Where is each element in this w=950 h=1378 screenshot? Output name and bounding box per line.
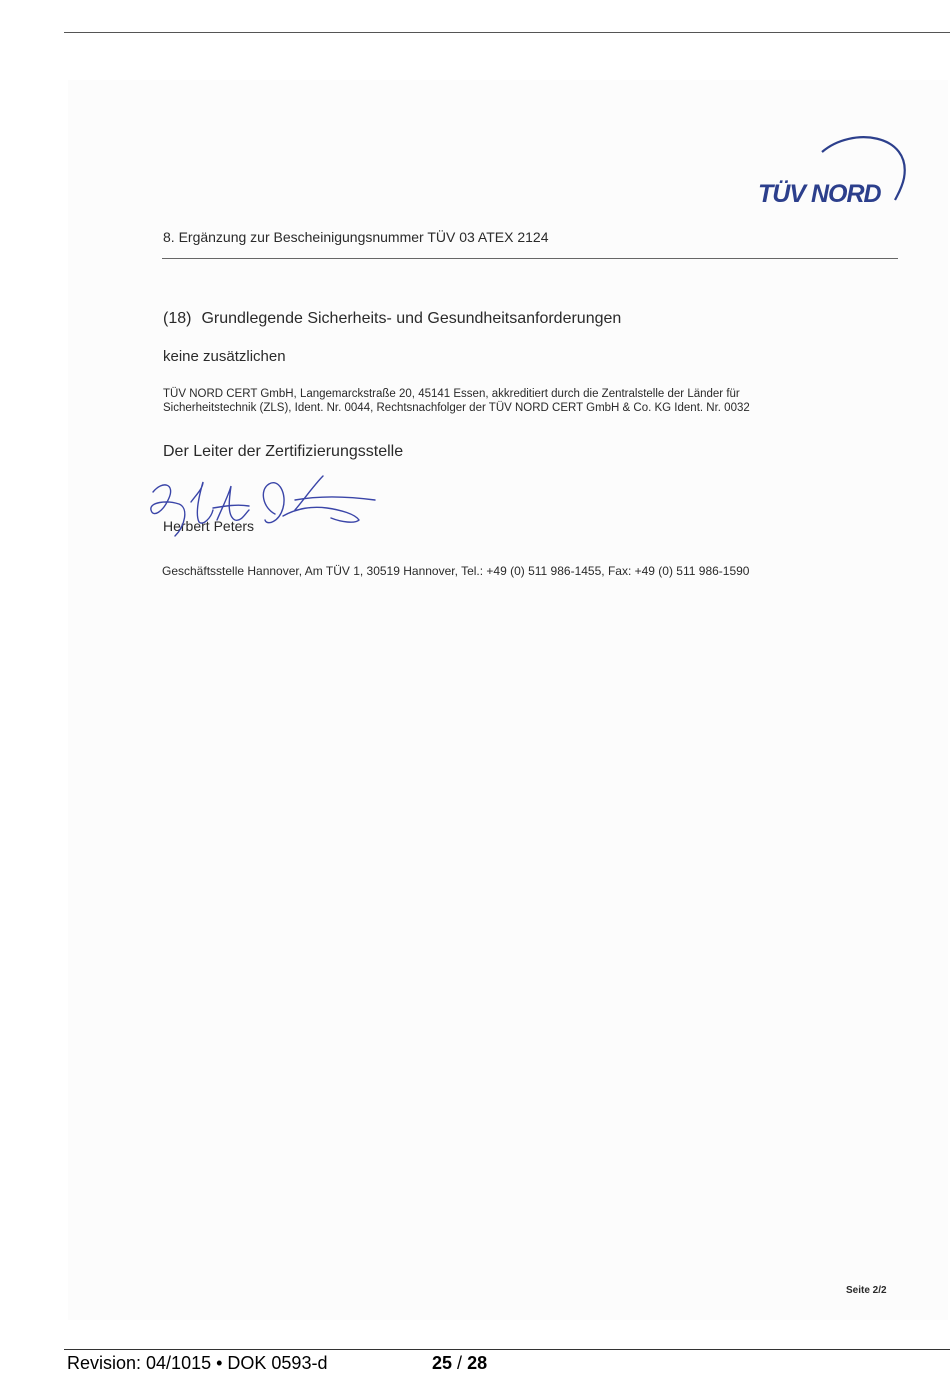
- tuv-nord-logo: [752, 130, 917, 208]
- handwritten-signature: [145, 470, 385, 550]
- section-number: (18): [163, 310, 192, 327]
- accreditation-paragraph: [163, 387, 863, 415]
- footer-page-number: [432, 1353, 487, 1374]
- footer-divider: [64, 1349, 950, 1350]
- current-page: 25: [432, 1353, 453, 1373]
- certificate-page-label: Seite 2/2: [846, 1285, 887, 1296]
- office-address-line: Geschäftsstelle Hannover, Am TÜV 1, 30519 Hannover, Tel.: +49 (0) 511 986-1455, Fax: +49 (0) 511 986-1590: [162, 564, 750, 578]
- section-heading: [163, 310, 621, 328]
- scanned-certificate-page: [68, 80, 948, 1320]
- total-pages: 28: [467, 1353, 488, 1373]
- section-title: Grundlegende Sicherheits- und Gesundheitsanforderungen: [201, 310, 622, 327]
- accreditation-line-2: Sicherheitstechnik (ZLS), Ident. Nr. 0044, Rechtsnachfolger der TÜV NORD CERT GmbH & Co. KG Ident. Nr. 0032: [163, 402, 750, 414]
- section-body-text: keine zusätzlichen: [163, 348, 286, 365]
- footer-revision: Revision: 04/1015 • DOK 0593-d: [67, 1353, 328, 1373]
- header-divider: [162, 258, 898, 259]
- certification-leader-title: Der Leiter der Zertifizierungsstelle: [163, 443, 404, 460]
- signature-graphic: [145, 470, 385, 550]
- tuv-nord-logo-graphic: [752, 130, 917, 208]
- top-divider: [64, 32, 950, 33]
- accreditation-line-1: TÜV NORD CERT GmbH, Langemarckstraße 20, 45141 Essen, akkreditiert durch die Zentralstelle der Länder für: [163, 388, 740, 400]
- signer-name: Herbert Peters: [163, 518, 255, 534]
- logo-wordmark: TÜV NORD: [758, 180, 881, 208]
- certificate-supplement-line: 8. Ergänzung zur Bescheinigungsnummer TÜV 03 ATEX 2124: [163, 229, 549, 245]
- page-separator: /: [457, 1353, 463, 1373]
